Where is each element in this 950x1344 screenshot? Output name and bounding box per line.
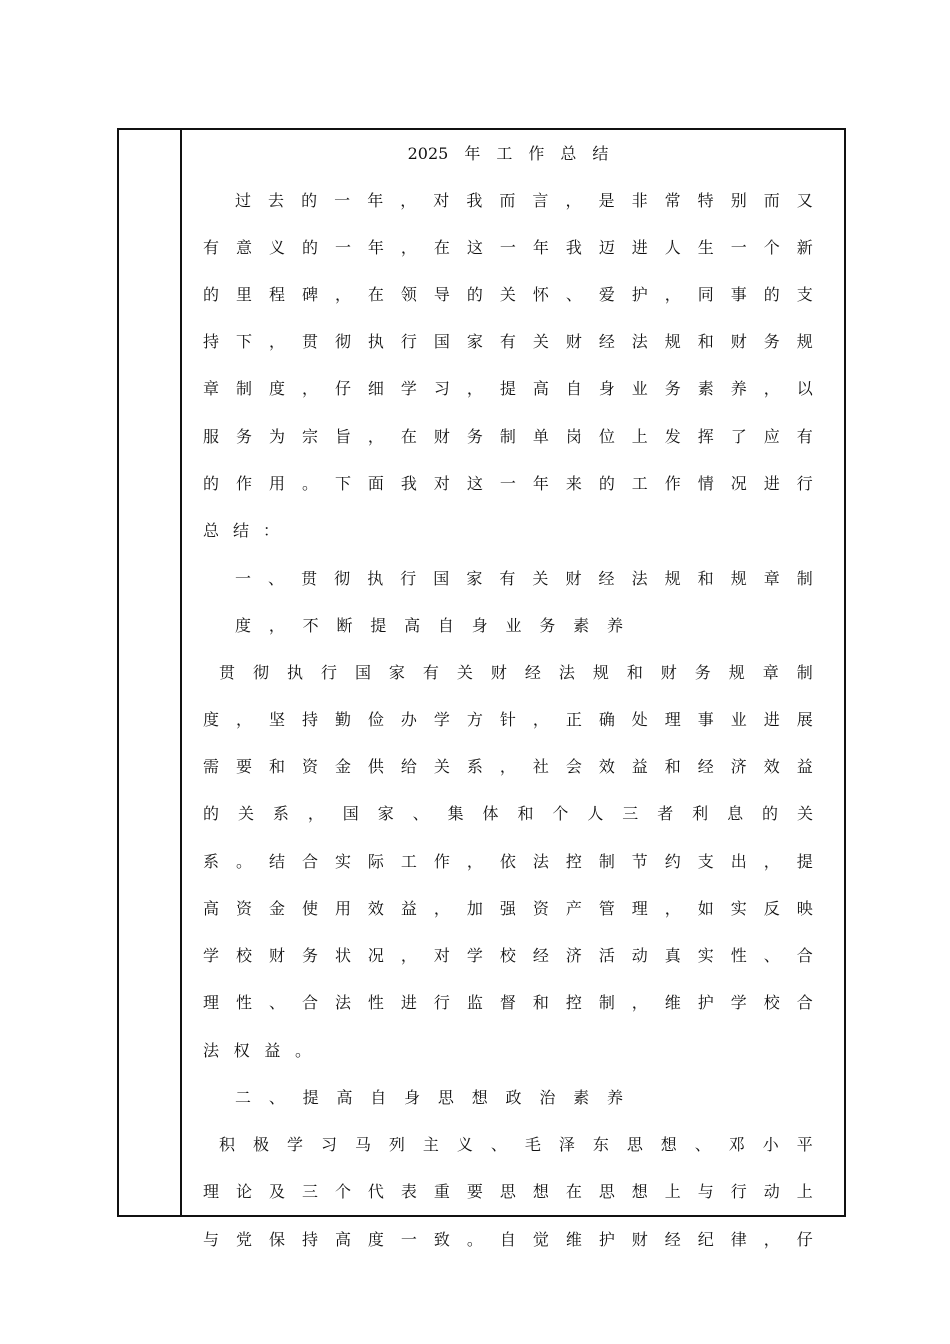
text-line: 总 结 ： — [203, 521, 279, 540]
text-line: 度 ， 坚 持 勤 俭 办 学 方 针 ， 正 确 处 理 事 业 进 展 — [203, 710, 813, 729]
text-line: 章 制 度 ， 仔 细 学 习 ， 提 高 自 身 业 务 素 养 ， 以 — [203, 379, 813, 398]
text-line: 需 要 和 资 金 供 给 关 系 ， 社 会 效 益 和 经 济 效 益 — [203, 757, 813, 776]
text-line: 学 校 财 务 状 况 ， 对 学 校 经 济 活 动 真 实 性 、 合 — [203, 946, 813, 965]
text-line: 的 关 系 ， 国 家 、 集 体 和 个 人 三 者 利 息 的 关 — [203, 804, 813, 823]
text-line: 贯 彻 执 行 国 家 有 关 财 经 法 规 和 财 务 规 章 制 — [219, 663, 813, 682]
text-line: 法 权 益 。 — [203, 1041, 311, 1060]
text-line: 二 、 提 高 自 身 思 想 政 治 素 养 — [235, 1088, 623, 1107]
text-line: 的 里 程 碑 ， 在 领 导 的 关 怀 、 爱 护 ， 同 事 的 支 — [203, 285, 813, 304]
text-line: 理 论 及 三 个 代 表 重 要 思 想 在 思 想 上 与 行 动 上 — [203, 1182, 813, 1201]
text-line: 过 去 的 一 年 ， 对 我 而 言 ， 是 非 常 特 别 而 又 — [235, 191, 813, 210]
text-line: 高 资 金 使 用 效 益 ， 加 强 资 产 管 理 ， 如 实 反 映 — [203, 899, 813, 918]
text-line: 系 。 结 合 实 际 工 作 ， 依 法 控 制 节 约 支 出 ， 提 — [203, 852, 813, 871]
text-line: 积 极 学 习 马 列 主 义 、 毛 泽 东 思 想 、 邓 小 平 — [219, 1135, 813, 1154]
text-line: 理 性 、 合 法 性 进 行 监 督 和 控 制 ， 维 护 学 校 合 — [203, 993, 813, 1012]
text-line: 一 、 贯 彻 执 行 国 家 有 关 财 经 法 规 和 规 章 制 — [235, 569, 813, 588]
document-title: 2025 年 工 作 总 结 — [407, 144, 609, 163]
text-line: 有 意 义 的 一 年 ， 在 这 一 年 我 迈 进 人 生 一 个 新 — [203, 238, 813, 257]
text-line: 与 党 保 持 高 度 一 致 。 自 觉 维 护 财 经 纪 律 ， 仔 — [203, 1230, 813, 1249]
text-line: 度 ， 不 断 提 高 自 身 业 务 素 养 — [235, 616, 623, 635]
text-line: 持 下 ， 贯 彻 执 行 国 家 有 关 财 经 法 规 和 财 务 规 — [203, 332, 813, 351]
text-line: 的 作 用 。 下 面 我 对 这 一 年 来 的 工 作 情 况 进 行 — [203, 474, 813, 493]
column-divider — [180, 128, 182, 1217]
text-line: 服 务 为 宗 旨 ， 在 财 务 制 单 岗 位 上 发 挥 了 应 有 — [203, 427, 813, 446]
